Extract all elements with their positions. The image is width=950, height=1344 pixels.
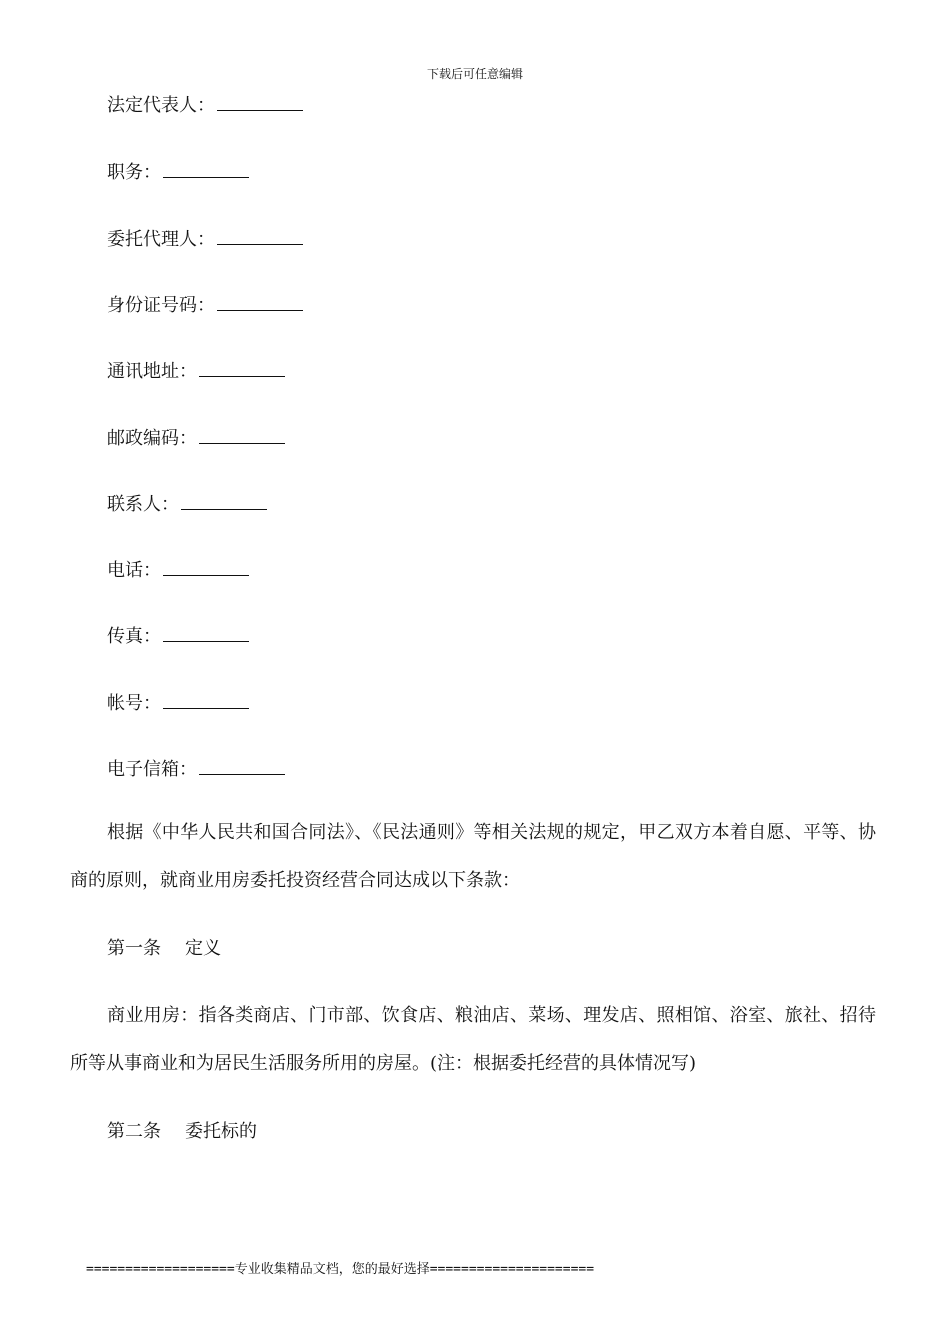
field-label: 通讯地址： xyxy=(107,361,197,382)
page-footer: ===================专业收集精品文档，您的最好选择===================== xyxy=(86,1262,595,1277)
article-title: 定义 xyxy=(185,938,221,959)
field-email xyxy=(107,755,285,782)
fill-blank xyxy=(217,225,303,245)
page-header: 下载后可任意编辑 xyxy=(426,67,523,81)
field-label: 身份证号码： xyxy=(107,295,215,316)
fill-blank xyxy=(181,490,267,510)
fill-blank xyxy=(163,158,249,178)
intro-paragraph: 根据《中华人民共和国合同法》、《民法通则》等相关法规的规定，甲乙双方本着自愿、平等、协商的原则，就商业用房委托投资经营合同达成以下条款： xyxy=(70,822,876,891)
field-label: 电话： xyxy=(107,560,161,581)
article-title: 委托标的 xyxy=(185,1121,257,1142)
field-label: 职务： xyxy=(107,162,161,183)
definition-paragraph: 商业用房：指各类商店、门市部、饮食店、粮油店、菜场、理发店、照相馆、浴室、旅社、招待所等从事商业和为居民生活服务所用的房屋。(注：根据委托经营的具体情况写) xyxy=(70,1005,876,1074)
fill-blank xyxy=(199,424,285,444)
field-authorized-agent xyxy=(107,225,303,252)
field-postal-code xyxy=(107,424,285,451)
field-label: 传真： xyxy=(107,626,161,647)
fill-blank xyxy=(163,622,249,642)
fill-blank xyxy=(217,91,303,111)
fill-blank xyxy=(199,755,285,775)
field-contact-person xyxy=(107,490,267,517)
fill-blank xyxy=(217,291,303,311)
field-fax xyxy=(107,622,249,649)
field-label: 邮政编码： xyxy=(107,428,197,449)
article-number: 第一条 xyxy=(107,938,161,959)
field-legal-representative xyxy=(107,91,303,118)
field-id-number xyxy=(107,291,303,318)
article-1-heading xyxy=(107,937,221,961)
field-label: 委托代理人： xyxy=(107,229,215,250)
field-label: 帐号： xyxy=(107,693,161,714)
fill-blank xyxy=(199,357,285,377)
field-phone xyxy=(107,556,249,583)
field-label: 电子信箱： xyxy=(107,759,197,780)
fill-blank xyxy=(163,556,249,576)
field-label: 联系人： xyxy=(107,494,179,515)
field-address xyxy=(107,357,285,384)
article-2-heading xyxy=(107,1120,257,1144)
article-number: 第二条 xyxy=(107,1121,161,1142)
field-label: 法定代表人： xyxy=(107,95,215,116)
field-account xyxy=(107,689,249,716)
fill-blank xyxy=(163,689,249,709)
field-position xyxy=(107,158,249,185)
